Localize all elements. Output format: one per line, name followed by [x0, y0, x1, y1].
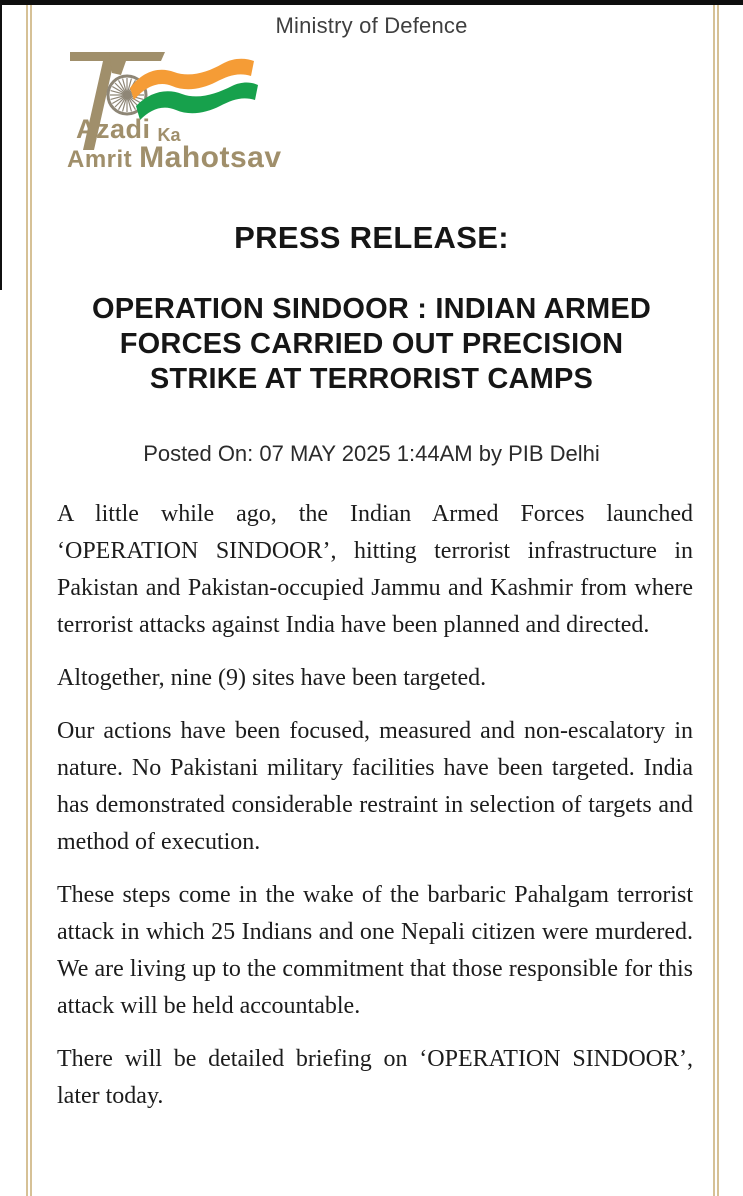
body-paragraph: These steps come in the wake of the barbaric Pahalgam terrorist attack in which 25 Indians and one Nepali citizen were murdered. We are living up to the commitment that those responsible for this attack will be held accountable.: [57, 882, 693, 1019]
logo-text-line2: [67, 143, 282, 173]
body-paragraph: There will be detailed briefing on ‘OPERATION SINDOOR’, later today.: [57, 1046, 693, 1109]
body-paragraph: Altogether, nine (9) sites have been targeted.: [57, 665, 487, 691]
page-border-right: [713, 5, 719, 1196]
posted-on-line: Posted On: 07 MAY 2025 1:44AM by PIB Delhi: [143, 441, 600, 466]
india-flag-icon: [130, 59, 258, 120]
top-edge-bar: [0, 0, 743, 5]
azadi-ka-amrit-mahotsav-logo: [62, 48, 314, 178]
logo-word-azadi: Azadi: [76, 114, 151, 144]
body-paragraph: A little while ago, the Indian Armed Forces launched ‘OPERATION SINDOOR’, hitting terrorist infrastructure in Pakistan and Pakistan-occupied Jammu and Kashmir from where terrorist attacks against India have been planned and directed.: [57, 501, 693, 638]
press-release-heading: PRESS RELEASE:: [234, 220, 509, 255]
logo-word-amrit: Amrit: [67, 146, 133, 173]
logo-word-ka: Ka: [157, 125, 181, 145]
document-title: OPERATION SINDOOR : INDIAN ARMED FORCES CARRIED OUT PRECISION STRIKE AT TERRORIST CAMPS: [91, 293, 651, 395]
logo-word-mahotsav: Mahotsav: [139, 141, 282, 174]
ministry-title: Ministry of Defence: [275, 13, 468, 38]
press-release-body: [57, 496, 693, 1131]
logo-text-line1: [76, 116, 181, 143]
body-paragraph: Our actions have been focused, measured and non-escalatory in nature. No Pakistani military facilities have been targeted. India has demonstrated considerable restraint in selection of targets and method of execution.: [57, 718, 693, 855]
page-border-left: [26, 5, 32, 1196]
